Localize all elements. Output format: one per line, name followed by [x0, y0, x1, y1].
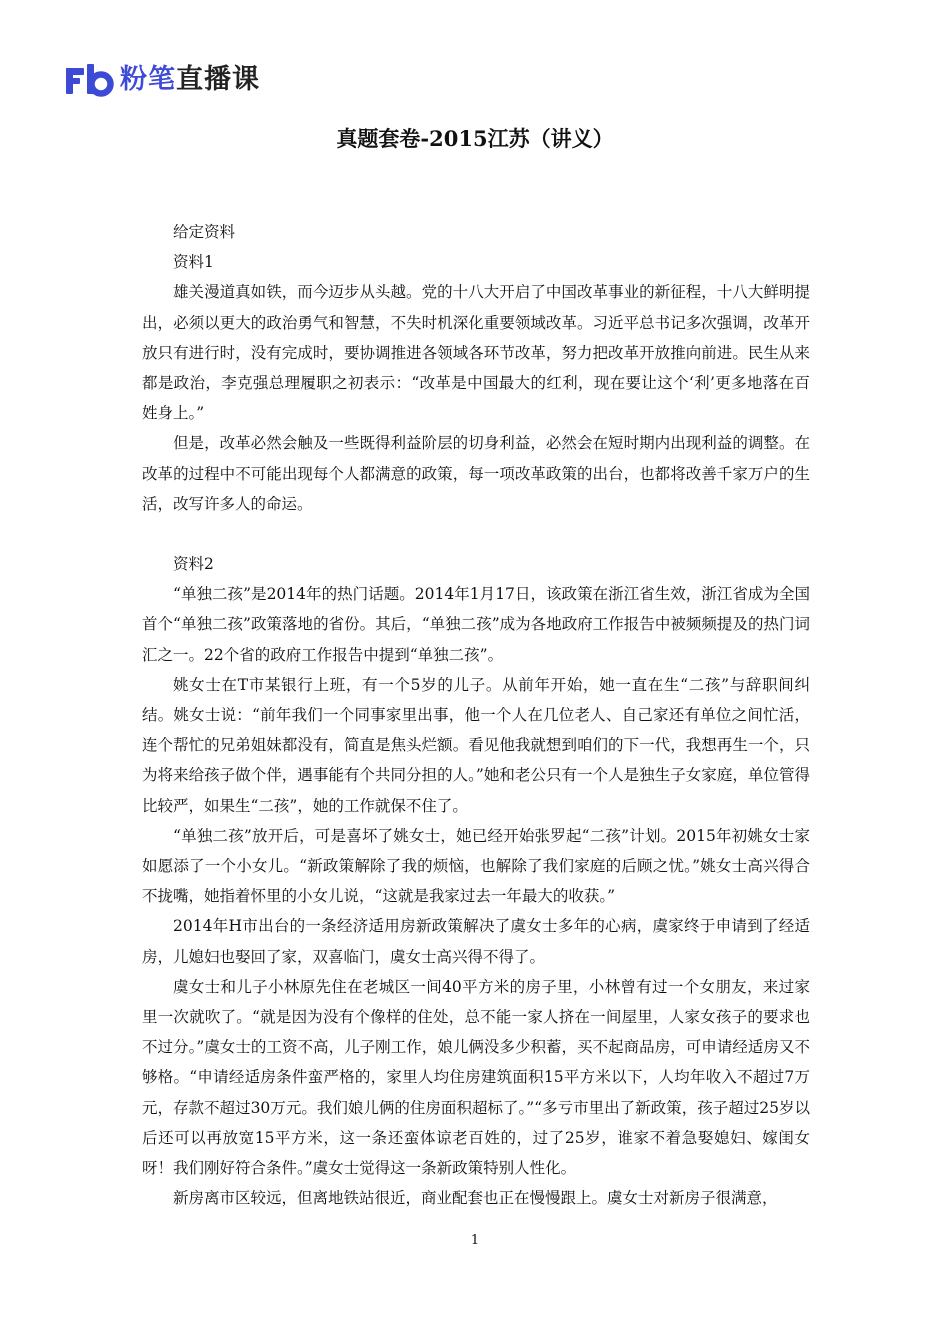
material-1-paragraph-1: 雄关漫道真如铁，而今迈步从头越。党的十八大开启了中国改革事业的新征程，十八大鲜明提出，必须以更大的政治勇气和智慧，不失时机深化重要领域改革。习近平总书记多次强调，改革开放只有进行时，没有完成时，要协调推进各领域各环节改革，努力把改革开放推向前进。民生从来都是政治，李克强总理履职之初表示：“改革是中国最大的红利，现在要让这个‘利’更多地落在百姓身上。” — [142, 283, 810, 423]
material-2-paragraph-2: 姚女士在T市某银行上班，有一个5岁的儿子。从前年开始，她一直在生“二孩”与辞职间纠结。姚女士说：“前年我们一个同事家里出事，他一个人在几位老人、自己家还有单位之间忙活，连个帮忙的兄弟姐妹都没有，简直是焦头烂额。看见他我就想到咱们的下一代，我想再生一个，只为将来给孩子做个伴，遇事能有个共同分担的人。”她和老公只有一个人是独生子女家庭，单位管得比较严，如果生“二孩”，她的工作就保不住了。 — [142, 675, 810, 815]
material-1-heading: 资料1 — [173, 253, 214, 272]
logo-product-text: 直播课 — [176, 64, 260, 95]
fb-logo-icon — [66, 62, 114, 98]
material-2-heading: 资料2 — [173, 555, 214, 574]
document-title: 真题套卷-2015江苏（讲义） — [336, 126, 614, 151]
section-gap — [142, 519, 810, 549]
material-2-paragraph-5: 虞女士和儿子小林原先住在老城区一间40平方米的房子里，小林曾有过一个女朋友，来过家里一次就吹了。“就是因为没有个像样的住处，总不能一家人挤在一间屋里，人家女孩子的要求也不过分。”虞女士的工资不高，儿子刚工作，娘儿俩没多少积蓄，买不起商品房，可申请经适房又不够格。“申请经适房条件蛮严格的，家里人均住房建筑面积15平方米以下，人均年收入不超过7万元，存款不超过30万元。我们娘儿俩的住房面积超标了。”“多亏市里出了新政策，孩子超过25岁以后还可以再放宽15平方米，这一条还蛮体谅老百姓的，过了25岁，谁家不着急娶媳妇、嫁闺女呀！我们刚好符合条件。”虞女士觉得这一条新政策特别人性化。 — [142, 977, 810, 1178]
material-2-paragraph-6: 新房离市区较远，但离地铁站很近，商业配套也正在慢慢跟上。虞女士对新房子很满意， — [173, 1189, 778, 1208]
header-logo — [66, 60, 260, 100]
material-2-paragraph-3: “单独二孩”放开后，可是喜坏了姚女士，她已经开始张罗起“二孩”计划。2015年初姚女士家如愿添了一个小女儿。“新政策解除了我的烦恼，也解除了我们家庭的后顾之忧。”姚女士高兴得合不拢嘴，她指着怀里的小女儿说，“这就是我家过去一年最大的收获。” — [142, 826, 810, 906]
document-content — [142, 217, 810, 1214]
logo-text — [120, 60, 260, 100]
material-2-paragraph-4: 2014年H市出台的一条经济适用房新政策解决了虞女士多年的心病，虞家终于申请到了经适房，儿媳妇也娶回了家，双喜临门，虞女士高兴得不得了。 — [142, 917, 810, 966]
material-2-paragraph-1: “单独二孩”是2014年的热门话题。2014年1月17日，该政策在浙江省生效，浙江省成为全国首个“单独二孩”政策落地的省份。其后，“单独二孩”成为各地政府工作报告中被频频提及的热门词汇之一。22个省的政府工作报告中提到“单独二孩”。 — [142, 585, 810, 664]
section-heading: 给定资料 — [173, 223, 236, 241]
material-1-paragraph-2: 但是，改革必然会触及一些既得利益阶层的切身利益，必然会在短时期内出现利益的调整。在改革的过程中不可能出现每个人都满意的政策，每一项改革政策的出台，也都将改善千家万户的生活，改写许多人的命运。 — [142, 434, 810, 513]
page-number: 1 — [470, 1233, 480, 1248]
logo-brand-text: 粉笔 — [120, 64, 176, 95]
